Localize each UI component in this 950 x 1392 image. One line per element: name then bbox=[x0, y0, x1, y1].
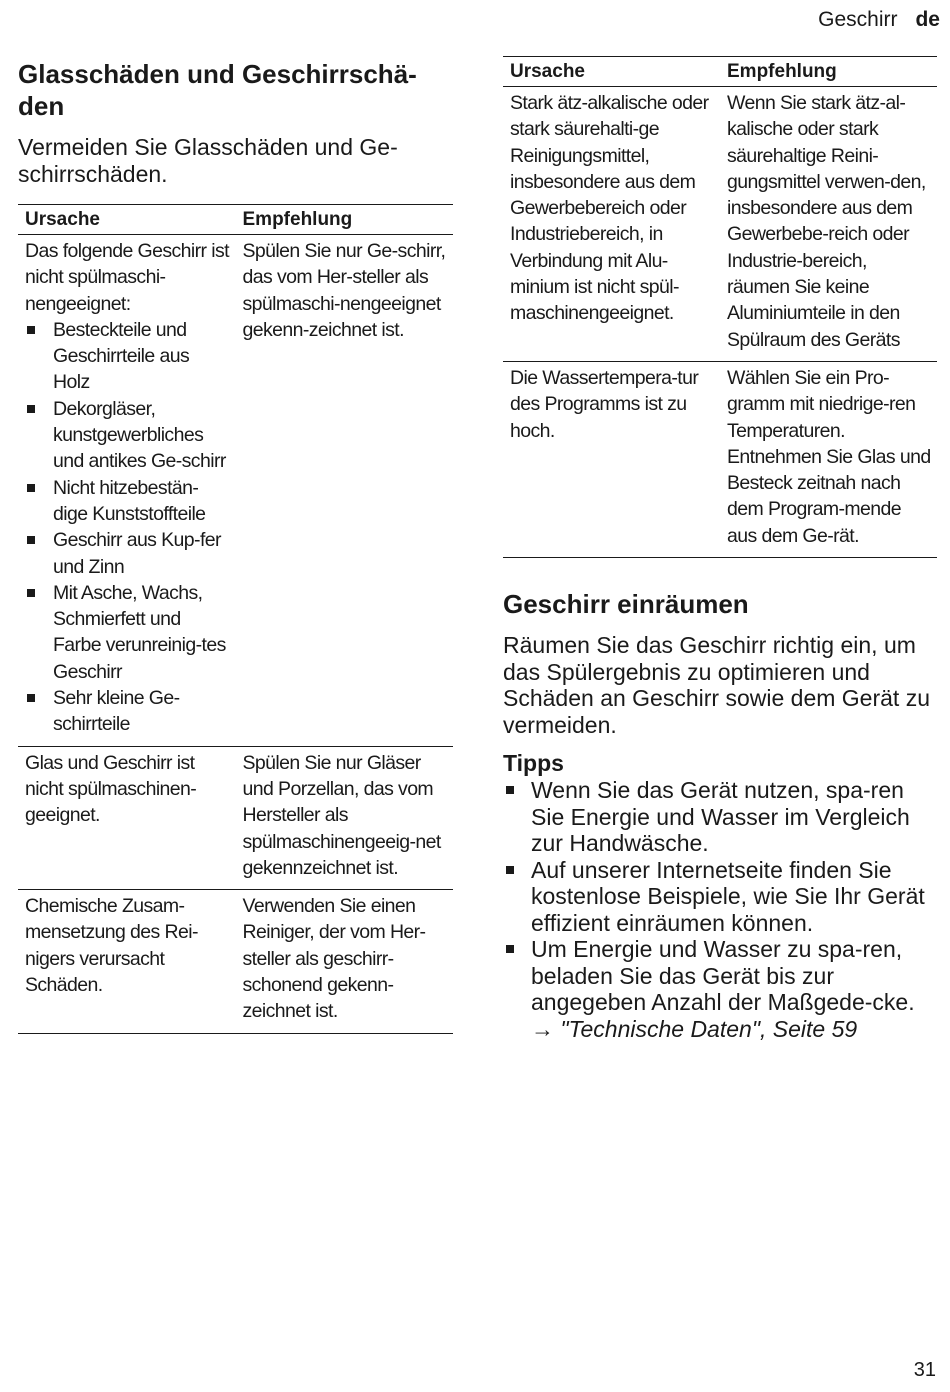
cause-cell: Die Wassertempera-tur des Programms ist zu hoch. bbox=[503, 361, 720, 557]
header-language: de bbox=[915, 8, 940, 31]
section-title-glass: Glasschäden und Geschirrschä-den bbox=[18, 59, 417, 121]
unsuitable-items-list bbox=[25, 317, 230, 738]
table-row bbox=[503, 361, 937, 557]
column-header-recommendation: Empfehlung bbox=[720, 57, 937, 87]
cause-cell: Chemische Zusam-mensetzung des Rei-nigers verursacht Schäden. bbox=[18, 890, 236, 1033]
tips-list bbox=[503, 777, 937, 1042]
list-item: Mit Asche, Wachs, Schmierfett und Farbe verunreinig-tes Geschirr bbox=[25, 580, 230, 685]
damage-table bbox=[18, 204, 453, 1034]
table-header-row bbox=[18, 205, 453, 235]
column-header-cause: Ursache bbox=[503, 57, 720, 87]
tip-item: Auf unserer Internetseite finden Sie kostenlose Beispiele, wie Sie Ihr Gerät effizient einräumen können. bbox=[503, 857, 937, 937]
page-header bbox=[818, 8, 940, 32]
tip-item: Wenn Sie das Gerät nutzen, spa-ren Sie Energie und Wasser im Vergleich zur Handwäsche. bbox=[503, 777, 937, 857]
list-item: Sehr kleine Ge-schirrteile bbox=[25, 685, 230, 738]
table-row bbox=[503, 87, 937, 362]
section-title-loading: Geschirr einräumen bbox=[503, 589, 749, 620]
loading-body-text: Räumen Sie das Geschirr richtig ein, um das Spülergebnis zu optimieren und Schäden an Geschirr sowie dem Gerät zu vermeiden. bbox=[503, 632, 930, 738]
list-item: Dekorgläser, kunstgewerbliches und antikes Ge-schirr bbox=[25, 396, 230, 475]
list-item: Besteckteile und Geschirrteile aus Holz bbox=[25, 317, 230, 396]
recommendation-cell: Verwenden Sie einen Reiniger, der vom Her-steller als geschirr-schonend gekenn-zeichnet ist. bbox=[236, 890, 454, 1033]
table-row bbox=[18, 890, 453, 1033]
column-header-recommendation: Empfehlung bbox=[236, 205, 454, 235]
cause-cell: Glas und Geschirr ist nicht spülmaschinen-geeignet. bbox=[18, 746, 236, 889]
recommendation-cell: Wenn Sie stark ätz-al-kalische oder stark säurehaltige Reini-gungsmittel verwen-den, insbesondere aus dem Gewerbebe-reich oder Industrie-bereich, räumen Sie keine Aluminiumteile in den Spülraum des Geräts bbox=[720, 87, 937, 362]
table-row bbox=[18, 746, 453, 889]
cause-text: Das folgende Geschirr ist nicht spülmaschi-nengeeignet: bbox=[25, 240, 229, 315]
table-row bbox=[18, 235, 453, 747]
list-item: Geschirr aus Kup-fer und Zinn bbox=[25, 527, 230, 580]
header-section: Geschirr bbox=[818, 8, 898, 31]
tip-text: Um Energie und Wasser zu spa-ren, beladen Sie das Gerät bis zur angegeben Anzahl der Maßgede-cke. bbox=[531, 936, 915, 1016]
recommendation-cell: Spülen Sie nur Gläser und Porzellan, das vom Hersteller als spülmaschinengeeig-net gekennzeichnet ist. bbox=[236, 746, 454, 889]
column-header-cause: Ursache bbox=[18, 205, 236, 235]
list-item: Nicht hitzebestän-dige Kunststoffteile bbox=[25, 475, 230, 528]
cause-cell bbox=[18, 235, 236, 747]
intro-text: Vermeiden Sie Glasschäden und Ge-schirrschäden. bbox=[18, 134, 398, 187]
left-column bbox=[18, 58, 453, 1034]
technical-data-link[interactable]: → "Technische Daten", Seite 59 bbox=[531, 1015, 858, 1042]
damage-table-continued bbox=[503, 56, 937, 558]
cause-cell: Stark ätz-alkalische oder stark säurehalti-ge Reinigungsmittel, insbesondere aus dem Gewerbebereich oder Industriebereich, in Verbindung mit Alu-minium ist nicht spül-maschinengeeignet. bbox=[503, 87, 720, 362]
tip-item bbox=[503, 936, 937, 1042]
tips-title: Tipps bbox=[503, 750, 564, 777]
recommendation-cell: Spülen Sie nur Ge-schirr, das vom Her-steller als spülmaschi-nengeeignet gekenn-zeichnet ist. bbox=[236, 235, 454, 747]
page-number: 31 bbox=[913, 1359, 936, 1381]
table-header-row bbox=[503, 57, 937, 87]
recommendation-cell: Wählen Sie ein Pro-gramm mit niedrige-ren Temperaturen. Entnehmen Sie Glas und Besteck zeitnah nach dem Program-mende aus dem Ge-rät. bbox=[720, 361, 937, 557]
right-column bbox=[503, 56, 937, 1042]
